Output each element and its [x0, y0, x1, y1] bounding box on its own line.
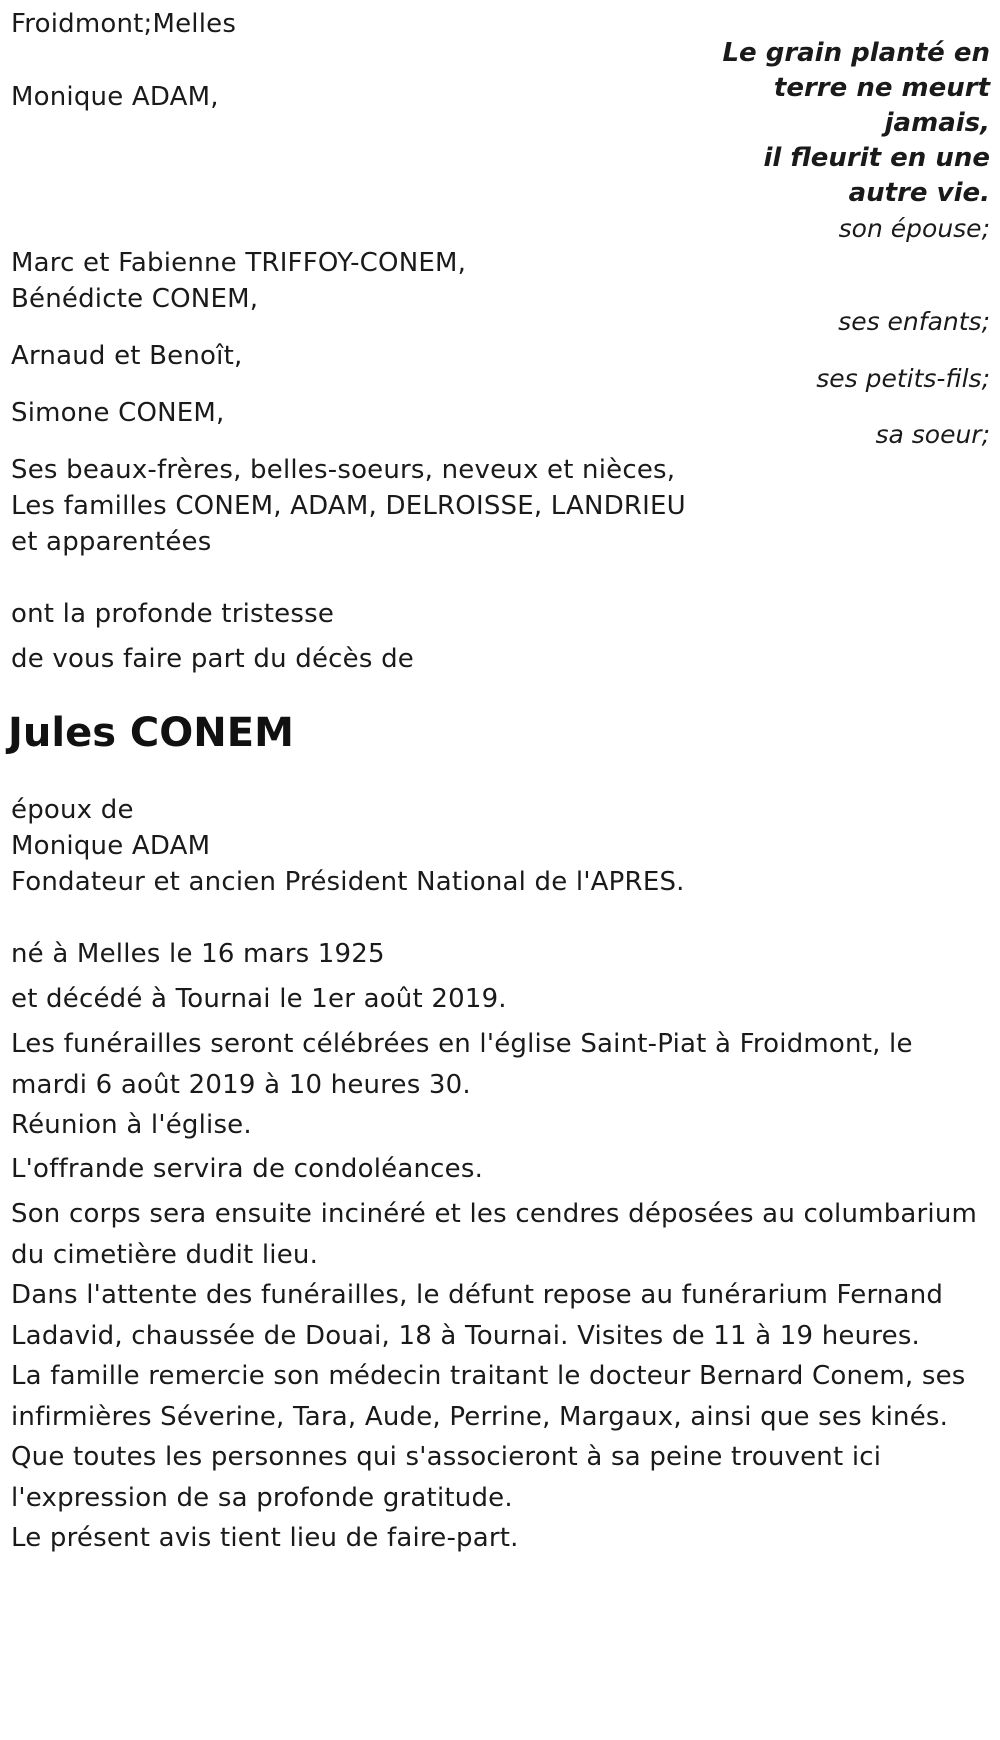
children-role: ses enfants;	[838, 307, 990, 336]
offering-info: L'offrande servira de condoléances.	[11, 1154, 484, 1184]
death-info: et décédé à Tournai le 1er août 2019.	[11, 984, 507, 1014]
quote-line: il fleurit en une	[763, 143, 990, 173]
funeral-details: Les funérailles seront célébrées en l'église Saint-Piat à Froidmont, le mardi 6 août 2019 à 10 heures 30.	[11, 1029, 913, 1100]
sister: Simone CONEM,	[11, 398, 225, 428]
deceased-spouse: Monique ADAM	[11, 831, 211, 861]
announcement-line-1: ont la profonde tristesse	[11, 599, 335, 629]
sister-role: sa soeur;	[875, 420, 990, 449]
meeting-info: Réunion à l'église.	[11, 1110, 252, 1140]
announcement-line-2: de vous faire part du décès de	[11, 644, 414, 674]
deceased-name: Jules CONEM	[8, 710, 294, 756]
quote-line: terre ne meurt	[773, 73, 990, 103]
extended-family-line-3: et apparentées	[11, 527, 212, 557]
extended-family-line-2: Les familles CONEM, ADAM, DELROISSE, LANDRIEU	[11, 491, 686, 521]
notice-info: Le présent avis tient lieu de faire-part.	[11, 1523, 519, 1553]
children-line-2: Bénédicte CONEM,	[11, 284, 259, 314]
location-header: Froidmont;Melles	[11, 9, 237, 39]
spouse-name: Monique ADAM,	[11, 82, 219, 112]
spouse-role: son épouse;	[838, 214, 990, 243]
quote-line: jamais,	[884, 108, 990, 138]
children-line-1: Marc et Fabienne TRIFFOY-CONEM,	[11, 248, 467, 278]
cremation-info: Son corps sera ensuite incinéré et les cendres déposées au columbarium du cimetière dudit lieu.	[11, 1199, 978, 1270]
grandchildren: Arnaud et Benoît,	[11, 341, 243, 371]
extended-family-line-1: Ses beaux-frères, belles-soeurs, neveux et nièces,	[11, 455, 676, 485]
gratitude-info: Que toutes les personnes qui s'associeront à sa peine trouvent ici l'expression de sa profonde gratitude.	[11, 1442, 882, 1513]
deceased-title: Fondateur et ancien Président National de l'APRES.	[11, 867, 685, 897]
rest-info: Dans l'attente des funérailles, le défunt repose au funérarium Fernand Ladavid, chaussée de Douai, 18 à Tournai. Visites de 11 à 19 heures.	[11, 1280, 944, 1351]
quote-line: autre vie.	[848, 178, 990, 208]
grandchildren-role: ses petits-fils;	[816, 364, 990, 393]
birth-info: né à Melles le 16 mars 1925	[11, 939, 385, 969]
thanks-info: La famille remercie son médecin traitant le docteur Bernard Conem, ses infirmières Séverine, Tara, Aude, Perrine, Margaux, ainsi que ses kinés.	[11, 1361, 966, 1432]
epoux-de: époux de	[11, 795, 134, 825]
quote-line: Le grain planté en	[722, 38, 990, 68]
